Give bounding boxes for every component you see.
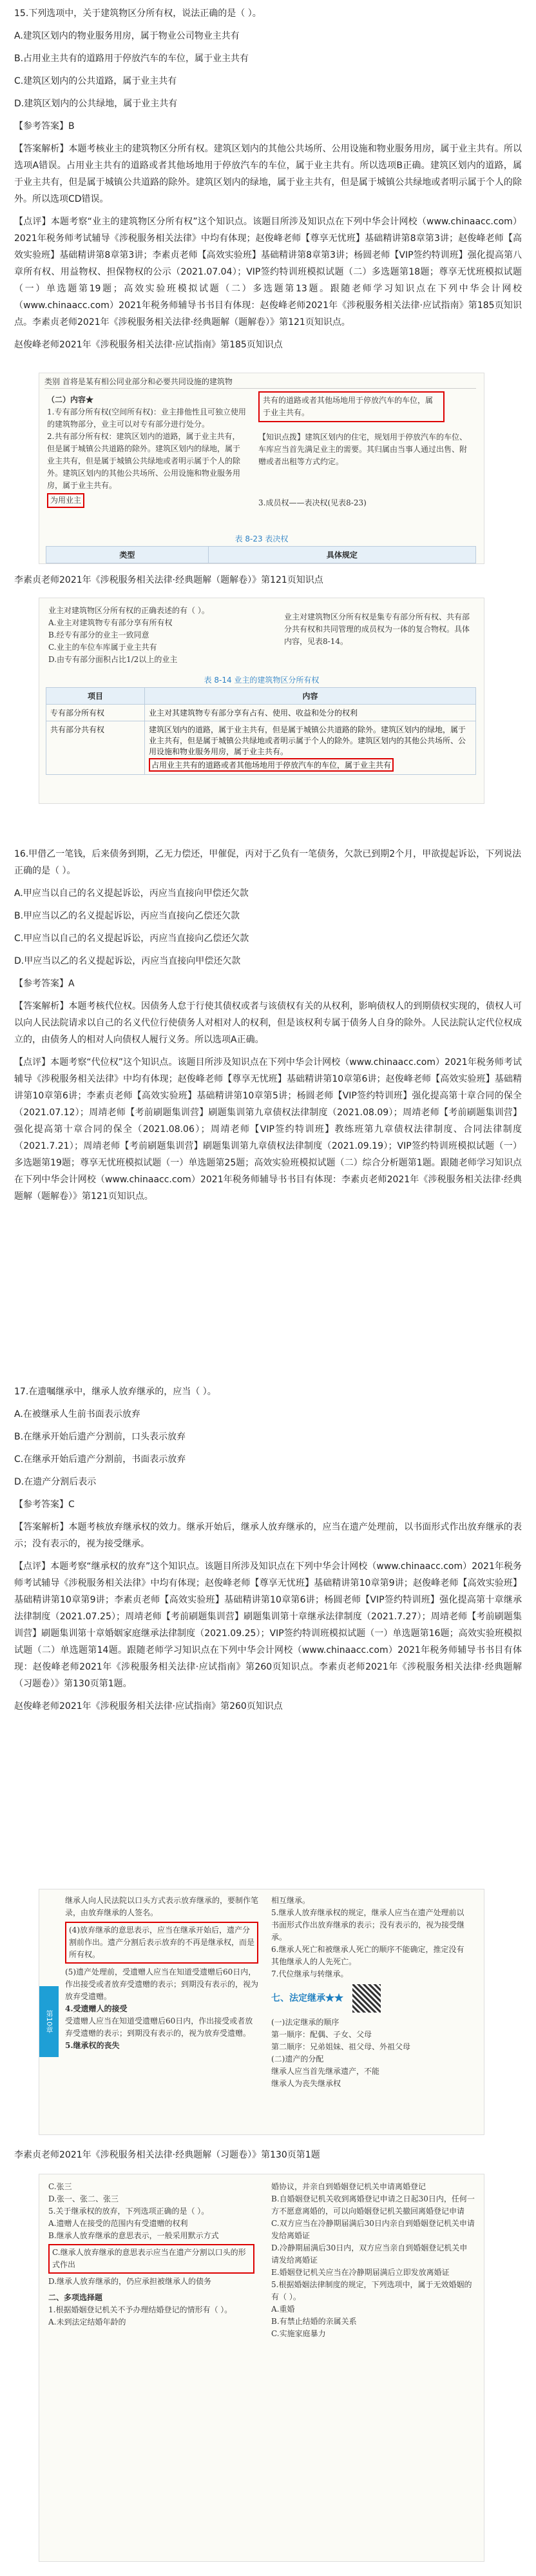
excerpt-option: C.张三 <box>48 2182 72 2191</box>
excerpt-paragraph: (一)法定继承的顺序 <box>271 2018 340 2027</box>
question-title: 17.在遗嘱继承中，继承人放弃继承的，应当（ ）。 <box>14 1387 216 1397</box>
highlight-box: C.继承人放弃继承的意思表示应当在遗产分割以口头的形式作出 <box>48 2244 254 2274</box>
highlight-box: 为用业主 <box>47 493 84 508</box>
option-c: C.甲应当以自己的名义提起诉讼，丙应当直接向乙偿还欠款 <box>14 933 249 944</box>
excerpt-option: A.重婚 <box>271 2305 295 2314</box>
option-b: B.在继承开始后遗产分割前，口头表示放弃 <box>14 1432 186 1442</box>
excerpt-option: D.张一、张二、张三 <box>48 2194 119 2203</box>
excerpt-heading: 二、多项选择题 <box>48 2293 103 2302</box>
book-reference-3 <box>14 2147 522 2169</box>
excerpt-option: C.双方应当在冷静期届满后30日内亲自到婚姻登记机关申请发给离婚证 <box>271 2219 475 2240</box>
excerpt-question: 业主对建筑物区分所有权的正确表述的有（ ）。 <box>48 606 209 615</box>
excerpt-table <box>46 546 476 563</box>
excerpt-paragraph: 1.专有部分所有权(空间所有权)：业主排他性且可独立使用的建筑物部分，业主可以对专有部分进行处分。 <box>47 407 246 429</box>
option-d: D.甲应当以乙的名义提起诉讼，丙应当直接向甲偿还欠款 <box>14 956 241 966</box>
answer-analysis: 【答案解析】本题考核业主的建筑物区分所有权。建筑区划内的其他公共场所、公用设施和物业服务用房，属于业主共有。所以选项A错误。占用业主共有的道路或者其他场地用于停放汽车的车位，属于业主共有。所以选项B正确。建筑区划内的道路，属于业主共有，但是属于城镇公共道路的除外。建筑区划内的绿地，属于业主共有，但是属于城镇公共绿地或者明示属于个人的除外。所以选项CD错误。 <box>14 144 522 204</box>
excerpt-paragraph: 3.成员权——表决权(见表8-23) <box>258 498 367 507</box>
highlight-box: (4)放弃继承的意思表示，应当在继承开始后，遗产分割前作出。遗产分割后表示放弃的不再是继承权，而是所有权。 <box>65 1922 258 1964</box>
excerpt-option: D.冷静期届满后30日内，双方应当亲自到婚姻登记机关申请发给离婚证 <box>271 2243 468 2265</box>
option-c: C.建筑区划内的公共道路，属于业主共有 <box>14 76 177 86</box>
excerpt-option: D.由专有部分面积占比1/2以上的业主 <box>48 655 178 664</box>
question-title: 15.下列选项中，关于建筑物区分所有权，说法正确的是（ ）。 <box>14 8 262 19</box>
question-title: 16.甲借乙一笔钱，后来债务到期，乙无力偿还，甲催促，丙对于乙负有一笔债务，欠款已到期2个月，甲欲提起诉讼，下列说法正确的是（ ）。 <box>14 849 522 876</box>
highlight-box: 共有的道路或者其他场地用于停放汽车的车位，属于业主共有。 <box>258 391 445 422</box>
excerpt-question: 5.根据婚姻法律制度的规定，下列选项中，属于无效婚姻的有（ ）。 <box>271 2280 472 2301</box>
book-reference: 李素贞老师2021年《涉税服务相关法律·经典题解（题解卷）》第121页知识点 <box>14 575 323 585</box>
reference-answer: 【参考答案】C <box>14 1499 75 1510</box>
book-reference: 赵俊峰老师2021年《涉税服务相关法律·应试指南》第260页知识点 <box>14 1701 283 1712</box>
option-d: D.在遗产分割后表示 <box>14 1477 97 1487</box>
question-16 <box>14 846 522 1211</box>
excerpt-question: 1.根据婚姻登记机关不予办理结婚登记的情形有（ ）。 <box>48 2305 233 2314</box>
reference-answer: 【参考答案】B <box>14 121 75 132</box>
excerpt-option: C.业主的车位车库属于业主共有 <box>48 643 157 652</box>
excerpt-option: B.自婚姻登记机关收到离婚登记申请之日起30日内，任何一方不愿意离婚的，可以向婚姻登记机关撤回离婚登记申请 <box>271 2194 475 2216</box>
answer-analysis: 【答案解析】本题考核代位权。因债务人怠于行使其债权或者与该债权有关的从权利，影响债权人的到期债权实现的，债权人可以向人民法院请求以自己的名义代位行使债务人对相对人的权利，但是该权利专属于债务人自身的除外。人民法院认定代位权成立的，由债务人的相对人向债权人履行义务。所以选项A正确。 <box>14 1001 522 1045</box>
excerpt-paragraph: 婚协议，并亲自到婚姻登记机关申请离婚登记 <box>271 2182 426 2191</box>
option-b: B.甲应当以乙的名义提起诉讼，丙应当直接向乙偿还欠款 <box>14 911 240 921</box>
excerpt-paragraph: 相互继承。 <box>271 1896 311 1905</box>
answer-analysis: 【答案解析】本题考核放弃继承权的效力。继承开始后，继承人放弃继承的，应当在遗产处理前，以书面形式作出放弃继承的表示；没有表示的，视为接受继承。 <box>14 1522 522 1549</box>
book-reference: 李素贞老师2021年《涉税服务相关法律·经典题解（习题卷）》第130页第1题 <box>14 2150 320 2160</box>
section-heading: 七、法定继承★★ <box>271 1993 343 2004</box>
table-caption: 表 8-14 业主的建筑物区分所有权 <box>204 676 320 685</box>
book-reference: 赵俊峰老师2021年《涉税服务相关法律·应试指南》第185页知识点 <box>14 340 283 350</box>
excerpt-paragraph: 继承人向人民法院以口头方式表示放弃继承的，要制作笔录，由放弃继承的人签名。 <box>65 1896 259 1917</box>
question-17 <box>14 1383 522 1721</box>
table-header: 具体规定 <box>208 547 475 563</box>
excerpt-paragraph: 继承人为丧失继承权 <box>271 2079 341 2088</box>
table-cell: 专有部分所有权 <box>46 705 145 721</box>
excerpt-paragraph: 第二顺序：兄弟姐妹、祖父母、外祖父母 <box>271 2042 411 2051</box>
excerpt-paragraph: 7.代位继承与转继承。 <box>271 1969 349 1978</box>
table-header: 项目 <box>46 688 145 705</box>
excerpt-paragraph: 继承人应当首先继承遗产，不能 <box>271 2067 380 2076</box>
excerpt-paragraph: 5.继承人放弃继承权的规定，继承人应当在遗产处理前以书面形式作出放弃继承的表示；没有表示的，视为接受继承。 <box>271 1908 465 1942</box>
textbook-excerpt-2 <box>39 598 484 804</box>
textbook-excerpt-4 <box>39 2174 484 2562</box>
excerpt-option: C.实施家庭暴力 <box>271 2329 326 2338</box>
excerpt-option: D.继承人放弃继承的，仍应承担被继承人的债务 <box>48 2277 212 2286</box>
highlight-box: 占用业主共有的道路或者其他场地用于停放汽车的车位，属于业主共有 <box>149 758 394 772</box>
table-cell: 业主对其建筑物专有部分享有占有、使用、收益和处分的权利 <box>145 705 476 721</box>
excerpt-paragraph: 6.继承人死亡和被继承人死亡的顺序不能确定，推定没有其他继承人的人先死亡。 <box>271 1945 464 1966</box>
table-header: 内容 <box>145 688 476 705</box>
option-c: C.在继承开始后遗产分割前，书面表示放弃 <box>14 1454 186 1465</box>
excerpt-paragraph: (二)遗产的分配 <box>271 2054 324 2064</box>
excerpt-option: B.经专有部分的业主一致同意 <box>48 630 149 639</box>
excerpt-paragraph: 业主对建筑物区分所有权是集专有部分所有权、共有部分共有权和共同管理的成员权为一体的复合物权。具体内容，见表8-14。 <box>284 612 470 646</box>
question-15 <box>14 5 522 359</box>
excerpt-question: 5.关于继承权的放弃，下列选项正确的是（ ）。 <box>48 2207 209 2216</box>
option-a: A.甲应当以自己的名义提起诉讼，丙应当直接向甲偿还欠款 <box>14 888 249 899</box>
option-a: A.在被继承人生前书面表示放弃 <box>14 1409 140 1420</box>
table-cell: 建筑区划内的道路，属于业主共有，但是属于城镇公共道路的除外。建筑区划内的绿地，属于业主共有，但是属于城镇公共绿地或者明示属于个人的除外。建筑区划内的其他公共场所、公用设施和物业服务用房，属于业主共有。 <box>149 725 466 756</box>
excerpt-option: B.有禁止结婚的亲属关系 <box>271 2317 357 2326</box>
qr-code-icon <box>352 1984 381 2013</box>
excerpt-option: A.业主对建筑物专有部分享有所有权 <box>48 618 173 627</box>
book-reference-2 <box>14 572 522 594</box>
excerpt-option: A.遗赠人在接受的范围内有受遗赠的权利 <box>48 2219 188 2228</box>
option-a: A.建筑区划内的物业服务用房，属于物业公司物业主共有 <box>14 31 240 41</box>
excerpt-paragraph: 受遗赠人应当在知道受遗赠后60日内，作出接受或者放弃受遗赠的表示；到期没有表示的，视为放弃受遗赠。 <box>65 2016 253 2038</box>
option-b: B.占用业主共有的道路用于停放汽车的车位，属于业主共有 <box>14 54 249 64</box>
textbook-excerpt-1 <box>39 373 484 564</box>
table-cell: 共有部分共有权 <box>46 721 145 775</box>
excerpt-option: E.婚姻登记机关应当在冷静期届满后立即发放离婚证 <box>271 2268 450 2277</box>
reference-answer: 【参考答案】A <box>14 979 75 989</box>
excerpt-heading: 5.继承权的丧失 <box>65 2041 120 2050</box>
section-heading: （二）内容★ <box>47 395 94 404</box>
review-comment: 【点评】本题考察“业主的建筑物区分所有权”这个知识点。该题目所涉及知识点在下列中华会计网校（www.chinaacc.com）2021年税务师考试辅导《涉税服务相关法律》中均有体现；赵俊峰老师【尊享无忧班】基础精讲第8章第3讲；赵俊峰老师【高效实验班】基础精讲第8章第3讲；李素贞老师【高效实验班】基础精讲第8章第3讲；杨圆老师【VIP签约特训班】强化提高第八章所有权、用益物权、担保物权的公示（2021.07.04）；VIP签约特训班模拟试题（二）多选题第18题；尊享无忧班模拟试题（一）单选题第19题；高效实验班模拟试题（二）多选题第13题。跟随老师学习知识点在下列中华会计网校（www.chinaacc.com）2021年税务师辅导书书目有体现：赵俊峰老师2021年《涉税服务相关法律·应试指南》第185页知识点。李素贞老师2021年《涉税服务相关法律·经典题解（题解卷）》第121页知识点。 <box>14 217 522 327</box>
excerpt-table <box>46 687 476 775</box>
excerpt-option: A.未到法定结婚年龄的 <box>48 2317 126 2327</box>
textbook-excerpt-3 <box>39 1889 484 2135</box>
option-d: D.建筑区划内的公共绿地，属于业主共有 <box>14 99 178 109</box>
excerpt-header: 类别 首将是某有相公同业部分和必要共同设施的建筑物 <box>44 376 476 389</box>
excerpt-paragraph: (5)遗产处理前，受遗赠人应当在知道受遗赠后60日内，作出接受或者放弃受遗赠的表示；到期没有表示的，视为放弃受遗赠。 <box>65 1967 259 2001</box>
excerpt-paragraph: 2.共有部分所有权：建筑区划内的道路，属于业主共有，但是属于城镇公共道路的除外。建筑区划内的绿地，属于业主共有，但是属于城镇公共绿地或者明示属于个人的除外。建筑区划内的其他公共场所、公用设施和物业服务用房，属于业主共有。 <box>47 432 241 490</box>
table-header: 类型 <box>46 547 209 563</box>
excerpt-option: B.继承人放弃继承的意思表示，一般采用默示方式 <box>48 2231 219 2240</box>
review-comment: 【点评】本题考察“代位权”这个知识点。该题目所涉及知识点在下列中华会计网校（www.chinaacc.com）2021年税务师考试辅导《涉税服务相关法律》中均有体现；赵俊峰老师【尊享无忧班】基础精讲第10章第6讲；赵俊峰老师【高效实验班】基础精讲第10章第6讲；李素贞老师【高效实验班】基础精讲第10章第5讲；杨圆老师【VIP签约特训班】强化提高第十章合同的保全（2021.07.12）；周靖老师【考前刷题集训营】刷题集训第九章债权法律制度（2021.08.09）；周靖老师【考前刷题集训营】强化提高第十章合同的保全（2021.08.06）；周靖老师【VIP签约特训班】教练班第九章债权法律制度、合同法律制度（2021.7.21）；周靖老师【考前刷题集训营】刷题集训第九章债权法律制度（2021.09.19）；VIP签约特训班模拟试题（一）多选题第19题；尊享无忧班模拟试题（一）单选题第25题；高效实验班模拟试题（二）综合分析题第1题。跟随老师学习知识点在下列中华会计网校（www.chinaacc.com）2021年税务师辅导书书目有体现：李素贞老师2021年《涉税服务相关法律·经典题解（题解卷）》第121页知识点。 <box>14 1057 522 1202</box>
knowledge-note: 【知识点拨】建筑区划内的住宅，规划用于停放汽车的车位、车库应当首先满足业主的需要。其归属由当事人通过出售、附赠或者出租等方式约定。 <box>258 433 468 466</box>
review-comment: 【点评】本题考察“继承权的放弃”这个知识点。该题目所涉及知识点在下列中华会计网校（www.chinaacc.com）2021年税务师考试辅导《涉税服务相关法律》中均有体现；赵俊峰老师【尊享无忧班】基础精讲第10章第9讲；赵俊峰老师【高效实验班】基础精讲第10章第9讲；李素贞老师【高效实验班】基础精讲第10章第6讲；杨圆老师【VIP签约特训班】强化提高第十章继承法律制度（2021.07.25）；周靖老师【考前刷题集训营】刷题集训第十章继承法律制度（2021.7.27）；周靖老师【考前刷题集训营】刷题集训第十章婚姻家庭继承法律制度（2021.09.25）；VIP签约特训班模拟试题（一）单选题第16题；高效实验班模拟试题（二）单选题第14题。跟随老师学习知识点在下列中华会计网校（www.chinaacc.com）2021年税务师辅导书书目有体现：赵俊峰老师2021年《涉税服务相关法律·应试指南》第260页知识点。李素贞老师2021年《涉税服务相关法律·经典题解（习题卷）》第130页第1题。 <box>14 1561 522 1689</box>
chapter-tab: 第10章 <box>39 1986 59 2057</box>
table-caption: 表 8-23 表决权 <box>235 534 289 543</box>
excerpt-heading: 4.受遗赠人的接受 <box>65 2004 128 2013</box>
excerpt-paragraph: 第一顺序：配偶、子女、父母 <box>271 2030 372 2039</box>
